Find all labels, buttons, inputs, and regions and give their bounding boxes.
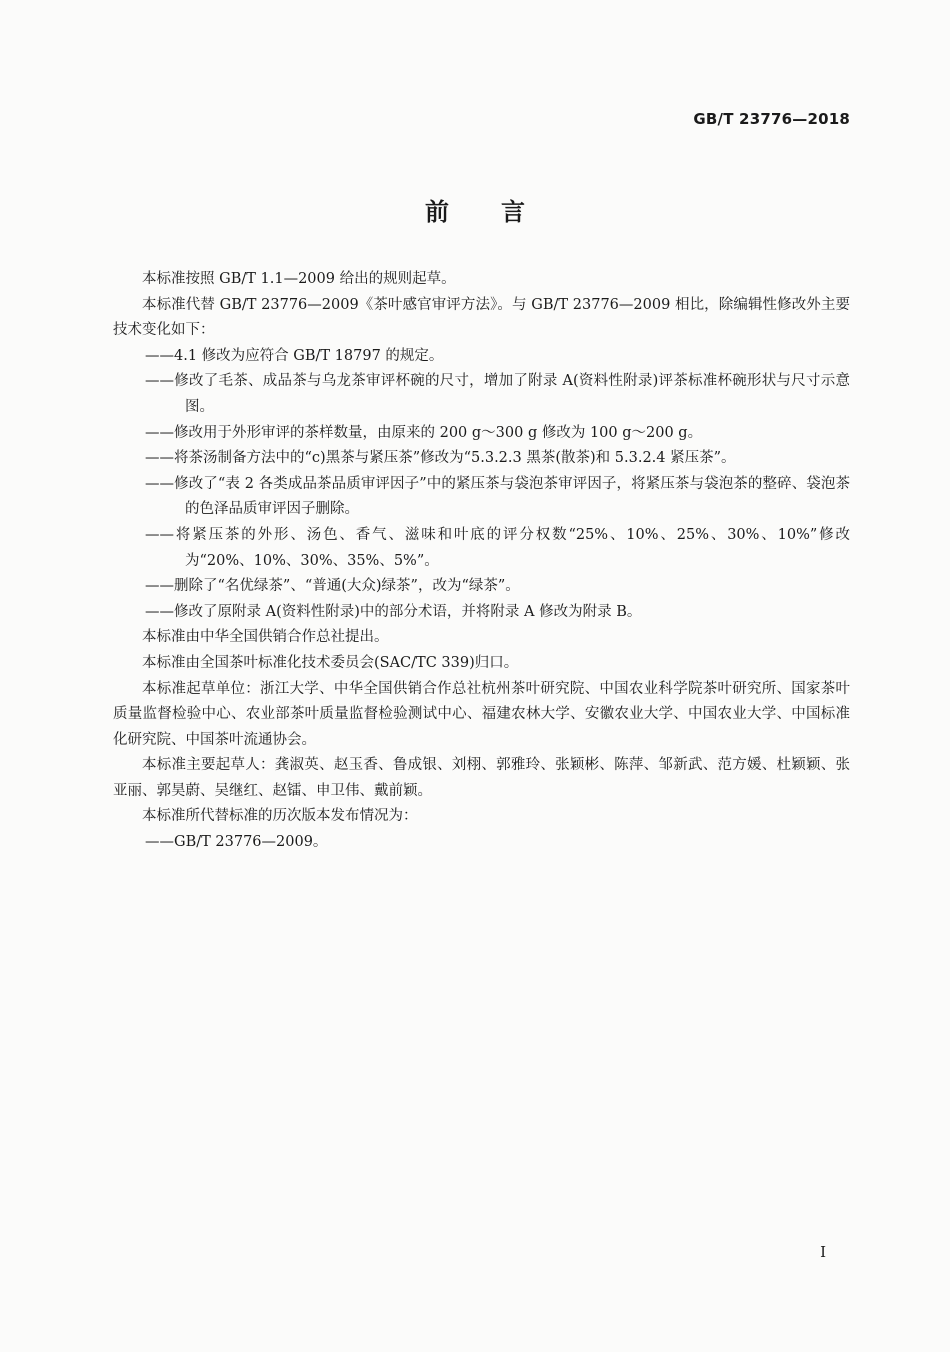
- paragraph-drafting-units: 本标准起草单位：浙江大学、中华全国供销合作总社杭州茶叶研究院、中国农业科学院茶叶研究所、国家茶叶质量监督检验中心、农业部茶叶质量监督检验测试中心、福建农林大学、安徽农业大学、中国农业大学、中国标准化研究院、中国茶叶流通协会。: [113, 680, 850, 748]
- change-item: ——修改了原附录 A(资料性附录)中的部分术语，并将附录 A 修改为附录 B。: [145, 603, 642, 620]
- history-item: ——GB/T 23776—2009。: [145, 834, 328, 851]
- paragraph-drafters: 本标准主要起草人：龚淑英、赵玉香、鲁成银、刘栩、郭雅玲、张颖彬、陈萍、邹新武、范方媛、杜颖颖、张亚丽、郭昊蔚、吴继红、赵镭、申卫伟、戴前颖。: [113, 757, 850, 799]
- foreword-body: [113, 267, 850, 856]
- paragraph-history-intro: 本标准所代替标准的历次版本发布情况为：: [142, 808, 418, 825]
- title-char-1: 前: [425, 198, 449, 226]
- page-title: [0, 192, 950, 227]
- title-char-2: 言: [501, 198, 525, 226]
- standard-code: GB/T 23776—2018: [693, 110, 850, 128]
- change-item: ——删除了“名优绿茶”、“普通(大众)绿茶”，改为“绿茶”。: [145, 578, 520, 595]
- change-item: ——4.1 修改为应符合 GB/T 18797 的规定。: [145, 347, 444, 364]
- change-item: ——修改用于外形审评的茶样数量，由原来的 200 g～300 g 修改为 100 g～200 g。: [145, 424, 703, 441]
- change-item: ——修改了“表 2 各类成品茶品质审评因子”中的紧压茶与袋泡茶审评因子，将紧压茶与袋泡茶的整碎、袋泡茶的色泽品质审评因子删除。: [145, 475, 850, 518]
- paragraph-replacement: 本标准代替 GB/T 23776—2009《茶叶感官审评方法》。与 GB/T 23776—2009 相比，除编辑性修改外主要技术变化如下：: [113, 296, 850, 339]
- change-item: ——将茶汤制备方法中的“c)黑茶与紧压茶”修改为“5.3.2.3 黑茶(散茶)和 5.3.2.4 紧压茶”。: [145, 450, 736, 467]
- paragraph-proposer: 本标准由中华全国供销合作总社提出。: [142, 629, 389, 646]
- change-item: ——将紧压茶的外形、汤色、香气、滋味和叶底的评分权数“25%、10%、25%、30%、10%”修改为“20%、10%、30%、35%、5%”。: [145, 526, 850, 569]
- paragraph-drafting-rules: 本标准按照 GB/T 1.1—2009 给出的规则起草。: [142, 271, 456, 287]
- change-item: ——修改了毛茶、成品茶与乌龙茶审评杯碗的尺寸，增加了附录 A(资料性附录)评茶标准杯碗形状与尺寸示意图。: [145, 373, 850, 415]
- paragraph-committee: 本标准由全国茶叶标准化技术委员会(SAC/TC 339)归口。: [142, 654, 519, 671]
- page-number: I: [820, 1243, 826, 1261]
